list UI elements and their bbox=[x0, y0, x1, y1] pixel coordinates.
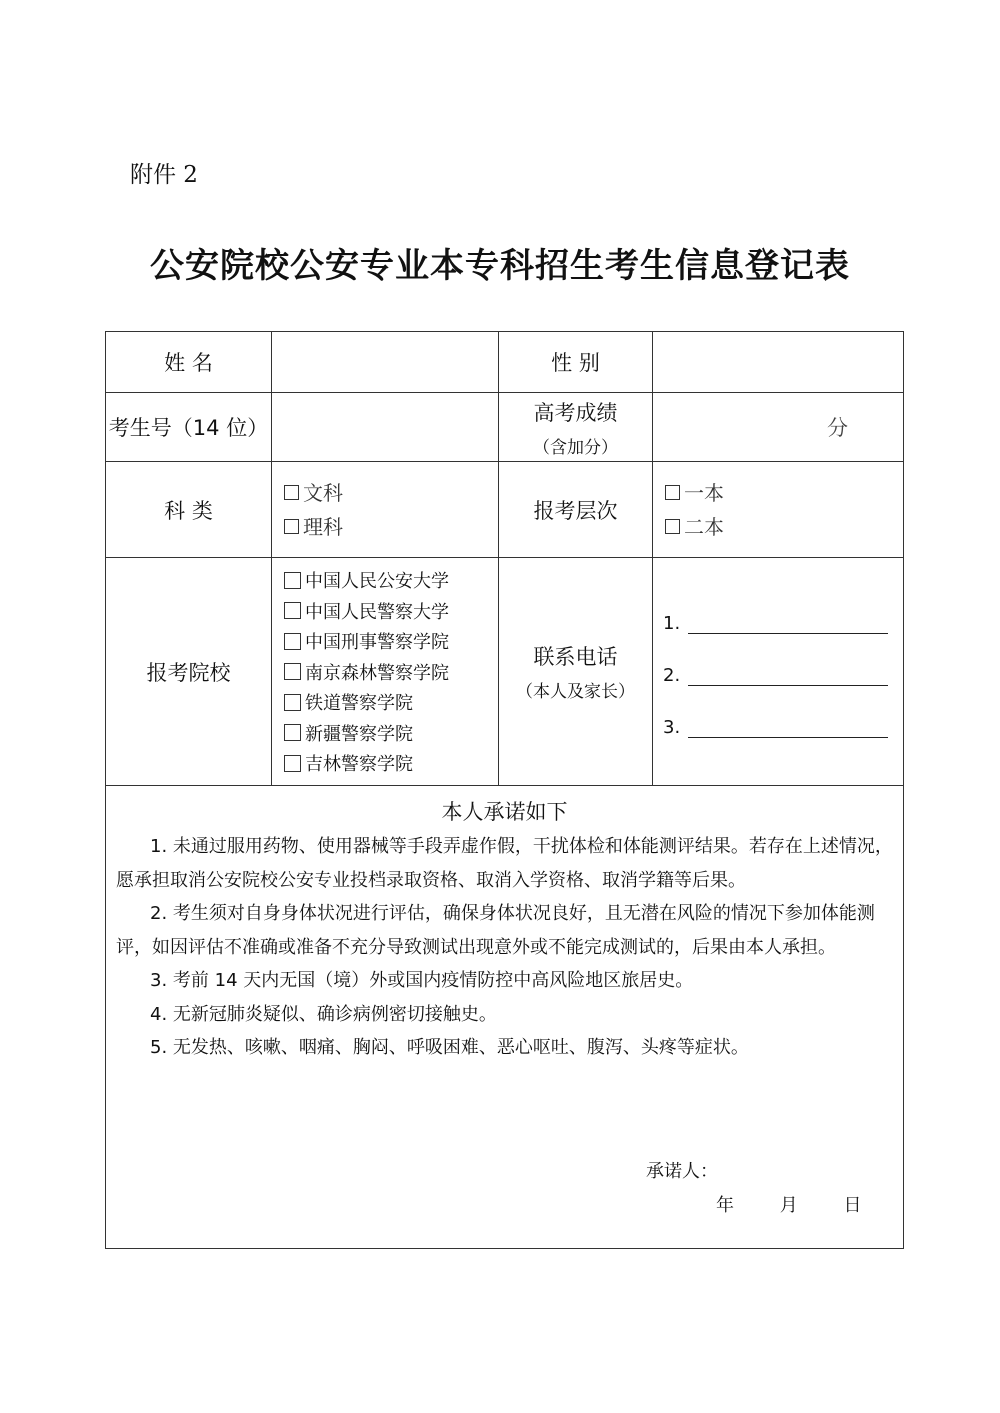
level-options bbox=[653, 462, 904, 558]
date-year: 年 bbox=[716, 1194, 734, 1216]
gender-label: 性 别 bbox=[499, 332, 653, 393]
phone-input-line[interactable] bbox=[688, 717, 888, 738]
checkbox-icon[interactable] bbox=[665, 519, 680, 534]
subject-option-liberal-arts[interactable]: 文科 bbox=[272, 476, 498, 510]
checkbox-icon[interactable] bbox=[665, 485, 680, 500]
school-option[interactable]: 中国刑事警察学院 bbox=[272, 626, 498, 657]
pledge-title: 本人承诺如下 bbox=[441, 800, 568, 824]
school-option[interactable]: 中国人民警察大学 bbox=[272, 595, 498, 626]
phone-input-line[interactable] bbox=[688, 613, 888, 634]
pledge-item: 4. 无新冠肺炎疑似、确诊病例密切接触史。 bbox=[150, 1003, 497, 1025]
pledge-item: 1. 未通过服用药物、使用器械等手段弄虚作假，干扰体检和体能测评结果。若存在上述情况，愿承担取消公安院校公安专业投档录取资格、取消入学资格、取消学籍等后果。 bbox=[116, 836, 893, 891]
phone-label: 联系电话 bbox=[533, 645, 618, 669]
subject-options bbox=[272, 462, 499, 558]
checkbox-icon[interactable] bbox=[284, 663, 301, 680]
pledge-item: 3. 考前 14 天内无国（境）外或国内疫情防控中高风险地区旅居史。 bbox=[150, 970, 694, 991]
checkbox-icon[interactable] bbox=[284, 602, 301, 619]
checkbox-icon[interactable] bbox=[284, 755, 301, 772]
checkbox-icon[interactable] bbox=[284, 485, 299, 500]
signer-label: 承诺人： bbox=[646, 1160, 718, 1182]
phone-sublabel: （本人及家长） bbox=[516, 682, 635, 702]
school-label: 报考院校 bbox=[106, 558, 272, 786]
school-option[interactable]: 吉林警察学院 bbox=[272, 748, 498, 779]
name-field[interactable] bbox=[272, 332, 499, 393]
checkbox-icon[interactable] bbox=[284, 724, 301, 741]
form-title: 公安院校公安专业本专科招生考生信息登记表 bbox=[150, 246, 850, 286]
school-option[interactable]: 铁道警察学院 bbox=[272, 687, 498, 718]
subject-label: 科 类 bbox=[106, 462, 272, 558]
level-option-second-tier[interactable]: 二本 bbox=[653, 510, 903, 544]
attachment-label: 附件 2 bbox=[130, 162, 198, 188]
school-option[interactable]: 南京森林警察学院 bbox=[272, 656, 498, 687]
checkbox-icon[interactable] bbox=[284, 572, 301, 589]
checkbox-icon[interactable] bbox=[284, 694, 301, 711]
gender-field[interactable] bbox=[653, 332, 904, 393]
exam-number-field[interactable] bbox=[272, 393, 499, 462]
score-field[interactable] bbox=[653, 393, 904, 462]
pledge-section bbox=[106, 786, 904, 1249]
date-day: 日 bbox=[843, 1194, 862, 1216]
score-sublabel: （含加分） bbox=[533, 437, 618, 458]
checkbox-icon[interactable] bbox=[284, 633, 301, 650]
score-label: 高考成绩 bbox=[533, 400, 618, 425]
subject-option-science[interactable]: 理科 bbox=[272, 510, 498, 544]
school-options bbox=[272, 558, 499, 786]
exam-number-label: 考生号（14 位） bbox=[106, 393, 272, 462]
date-month: 月 bbox=[779, 1194, 798, 1216]
phone-line[interactable]: 2. bbox=[653, 634, 903, 686]
school-option[interactable]: 新疆警察学院 bbox=[272, 717, 498, 748]
pledge-item: 5. 无发热、咳嗽、咽痛、胸闷、呼吸困难、恶心呕吐、腹泻、头疼等症状。 bbox=[150, 1037, 749, 1058]
school-option[interactable]: 中国人民公安大学 bbox=[272, 565, 498, 596]
name-label: 姓 名 bbox=[106, 332, 272, 393]
registration-form bbox=[105, 331, 904, 1249]
phone-line[interactable]: 1. bbox=[653, 582, 903, 634]
pledge-item: 2. 考生须对自身身体状况进行评估，确保身体状况良好，且无潜在风险的情况下参加体能测评，如因评估不准确或准备不充分导致测试出现意外或不能完成测试的，后果由本人承担。 bbox=[116, 903, 875, 958]
level-label: 报考层次 bbox=[499, 462, 653, 558]
phone-fields bbox=[653, 558, 904, 786]
date-line bbox=[716, 1191, 861, 1217]
score-label-cell bbox=[499, 393, 653, 462]
signature-area bbox=[106, 1065, 903, 1235]
score-unit: 分 bbox=[827, 416, 848, 440]
pledge-items bbox=[106, 830, 903, 1065]
phone-label-cell bbox=[499, 558, 653, 786]
phone-input-line[interactable] bbox=[688, 665, 888, 686]
level-option-first-tier[interactable]: 一本 bbox=[653, 476, 903, 510]
phone-line[interactable]: 3. bbox=[653, 686, 903, 738]
checkbox-icon[interactable] bbox=[284, 519, 299, 534]
